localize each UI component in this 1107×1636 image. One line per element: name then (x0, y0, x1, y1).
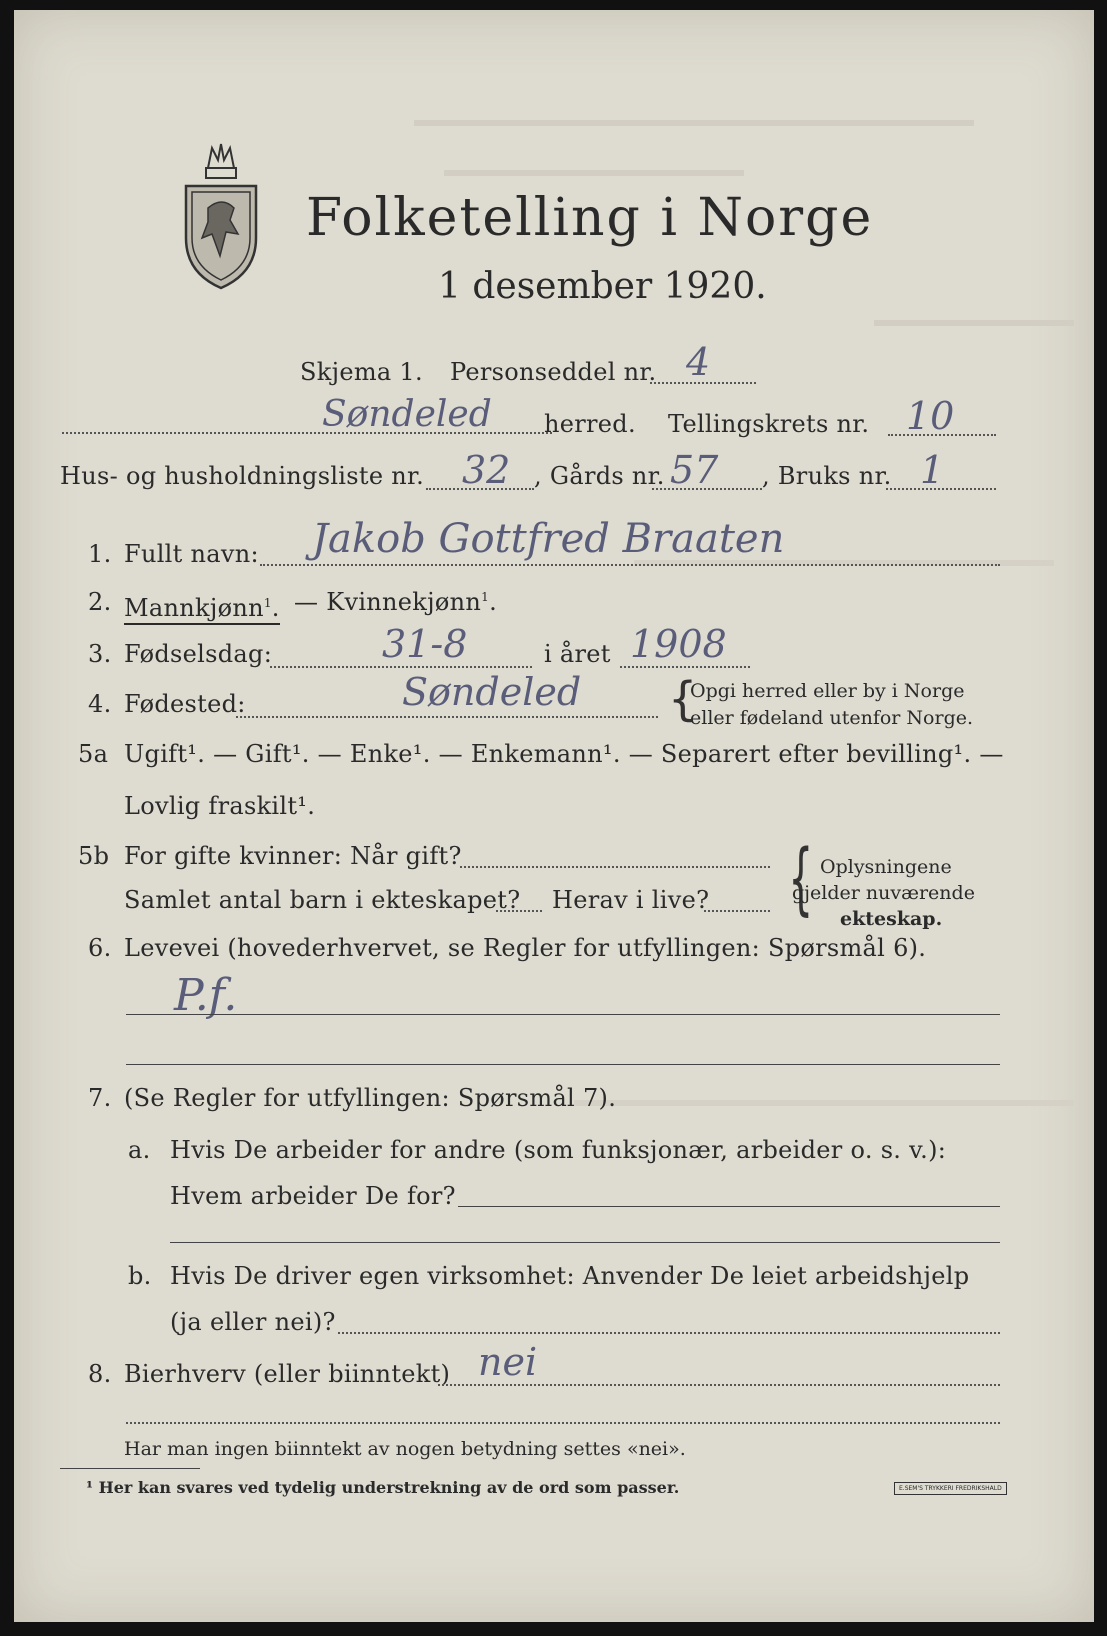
q3-line (270, 666, 532, 668)
q7-label: (Se Regler for utfyllingen: Spørsmål 7). (124, 1084, 617, 1112)
q6-occupation-value[interactable]: P.f. (174, 970, 238, 1021)
q5b-note-line3: ekteskap. (840, 908, 943, 930)
q5b-alive-line (704, 910, 770, 912)
q3-label: Fødselsdag: (124, 640, 273, 668)
tellingskrets-label: Tellingskrets nr. (668, 410, 870, 438)
form-date: 1 desember 1920. (438, 266, 767, 307)
q5a-options[interactable]: Ugift¹. — Gift¹. — Enke¹. — Enkemann¹. — Separert efter bevilling¹. — (124, 740, 1004, 768)
bleed-through (414, 108, 974, 126)
hus-label: Hus- og husholdningsliste nr. (60, 462, 425, 490)
q7b-line[interactable] (338, 1332, 1000, 1334)
herred-value[interactable]: Søndeled (322, 394, 492, 435)
q5b-married-label: For gifte kvinner: Når gift? (124, 842, 462, 870)
q2-male-label: Mannkjønn (124, 594, 264, 622)
q5a-options-line2[interactable]: Lovlig fraskilt¹. (124, 792, 316, 820)
q8-number: 8. (88, 1360, 112, 1388)
q4-label: Fødested: (124, 690, 246, 718)
skjema-label: Skjema 1. (300, 358, 423, 386)
bruks-label: , Bruks nr. (762, 462, 892, 490)
q7a-employer-label: Hvem arbeider De for? (170, 1182, 456, 1210)
hus-value[interactable]: 32 (462, 448, 511, 492)
q7b-label: Hvis De driver egen virksomhet: Anvender De leiet arbeidshjelp (170, 1262, 970, 1290)
q2-male-option[interactable]: Mannkjønn$^1$. (124, 588, 280, 625)
q5b-alive-label: Herav i live? (552, 886, 710, 914)
q8-label: Bierhverv (eller biinntekt) (124, 1360, 451, 1388)
q2-female-label: — Kvinnekjønn (294, 588, 482, 616)
q5b-note-line1: Oplysningene (820, 856, 952, 878)
q7a-number: a. (128, 1136, 151, 1164)
personseddel-value[interactable]: 4 (686, 340, 711, 384)
personseddel-label: Personseddel nr. (450, 358, 657, 386)
q6-label: Levevei (hovederhvervet, se Regler for utfyllingen: Spørsmål 6). (124, 934, 927, 962)
q1-label: Fullt navn: (124, 540, 259, 568)
q1-number: 1. (88, 540, 112, 568)
q4-birthplace-value[interactable]: Søndeled (402, 670, 582, 714)
q6-line1 (126, 1014, 1000, 1015)
biinntekt-note: Har man ingen biinntekt av nogen betydning settes «nei». (124, 1438, 686, 1460)
q3-year-label: i året (544, 640, 611, 668)
q1-line (260, 564, 1000, 566)
q4-note-line1: Opgi herred eller by i Norge (690, 680, 965, 702)
q7a-label: Hvis De arbeider for andre (som funksjonær, arbeider o. s. v.): (170, 1136, 947, 1164)
q7a-line1[interactable] (458, 1206, 1000, 1207)
q3-year-value[interactable]: 1908 (630, 622, 727, 666)
norway-coat-of-arms-icon (178, 138, 264, 290)
bleed-through (574, 1090, 1074, 1106)
q6-line2 (126, 1064, 1000, 1065)
gaards-label: , Gårds nr. (534, 462, 665, 490)
q5b-number: 5b (78, 842, 110, 870)
tellingskrets-value[interactable]: 10 (906, 394, 955, 438)
bleed-through (874, 310, 1074, 326)
q2-number: 2. (88, 588, 112, 616)
form-title: Folketelling i Norge (306, 188, 874, 248)
q7-number: 7. (88, 1084, 112, 1112)
q4-number: 4. (88, 690, 112, 718)
q5b-children-line (496, 910, 542, 912)
q5b-children-label: Samlet antal barn i ekteskapet? (124, 886, 521, 914)
q8-line2 (126, 1422, 1000, 1424)
q4-note-line2: eller fødeland utenfor Norge. (690, 707, 974, 729)
q5b-brace: { (788, 834, 814, 924)
herred-label: herred. (544, 410, 636, 438)
q7a-line2[interactable] (170, 1242, 1000, 1243)
census-form-sheet (14, 10, 1094, 1622)
q2-female-option[interactable]: — Kvinnekjønn$^1$. (294, 588, 498, 616)
q5b-note-line2: gjelder nuværende (792, 882, 975, 904)
q8-line (438, 1384, 1000, 1386)
q5b-married-line (460, 866, 770, 868)
printer-mark: E.SEM'S TRYKKERI FREDRIKSHALD (894, 1482, 1007, 1495)
q4-brace: { (668, 672, 698, 726)
q5a-number: 5a (78, 740, 109, 768)
footnote-divider (60, 1468, 200, 1469)
q1-full-name-value[interactable]: Jakob Gottfred Braaten (312, 516, 785, 562)
q4-line (236, 716, 658, 718)
bleed-through (444, 160, 744, 176)
gaards-value[interactable]: 57 (670, 448, 719, 492)
q6-number: 6. (88, 934, 112, 962)
q3-year-line (620, 666, 750, 668)
q7b-yes-no-label: (ja eller nei)? (170, 1308, 336, 1336)
bruks-value[interactable]: 1 (920, 448, 945, 492)
q8-side-income-value[interactable]: nei (478, 1340, 538, 1384)
q3-number: 3. (88, 640, 112, 668)
q7b-number: b. (128, 1262, 152, 1290)
footnote: ¹ Her kan svares ved tydelig understrekning av de ord som passer. (86, 1478, 680, 1497)
q3-birthdate-value[interactable]: 31-8 (382, 622, 468, 666)
